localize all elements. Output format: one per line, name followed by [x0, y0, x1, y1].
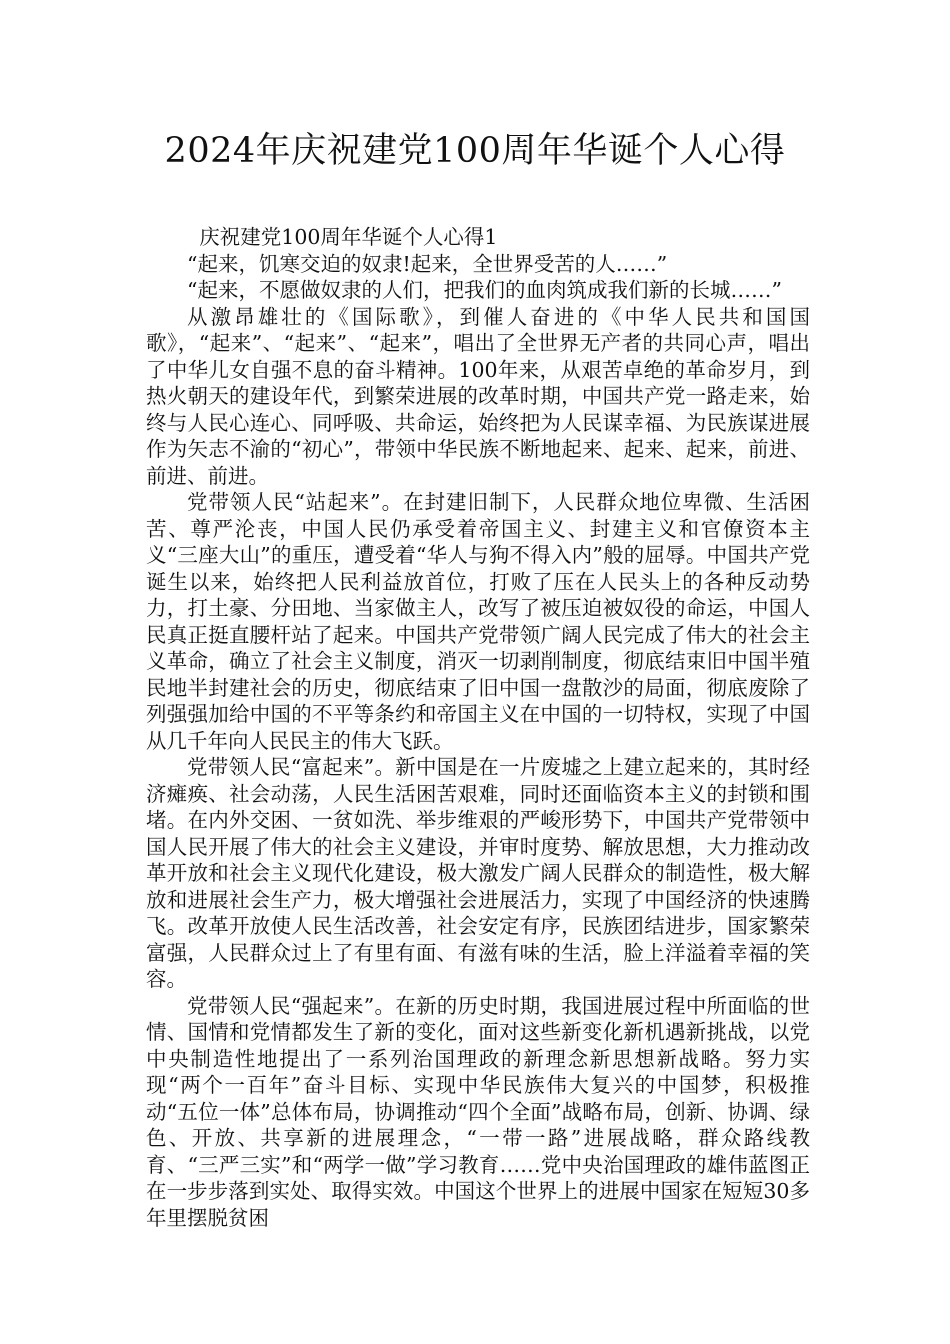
paragraph-get-rich: 党带领人民“富起来”。新中国是在一片废墟之上建立起来的，其时经济瘫痪、社会动荡，人民生活困苦艰难，同时还面临资本主义的封锁和围堵。在内外交困、一贫如洗、举步维艰的严峻形势下，中国共产党带领中国人民开展了伟大的社会主义建设，并审时度势、解放思想，大力推动改革开放和社会主义现代化建设，极大激发广阔人民群众的制造性，极大解放和进展社会生产力，极大增强社会进展活力，实现了中国经济的快速腾飞。改革开放使人民生活改善，社会安定有序，民族团结进步，国家繁荣富强，人民群众过上了有里有面、有滋有味的生活，脸上洋溢着幸福的笑容。: [146, 755, 810, 991]
document-title: 2024年庆祝建党100周年华诞个人心得: [164, 131, 786, 171]
paragraph-grow-strong: 党带领人民“强起来”。在新的历史时期，我国进展过程中所面临的世情、国情和党情都发生了新的变化，面对这些新变化新机遇新挑战，以党中央制造性地提出了一系列治国理政的新理念新思想新战略。努力实现“两个一百年”奋斗目标、实现中华民族伟大复兴的中国梦，积极推动“五位一体”总体布局，协调推动“四个全面”战略布局，创新、协调、绿色、开放、共享新的进展理念，“一带一路”进展战略，群众路线教育、“三严三实”和“两学一做”学习教育……党中央治国理政的雄伟蓝图正在一步步落到实处、取得实效。中国这个世界上的进展中国家在短短30多年里摆脱贫困: [146, 993, 810, 1230]
paragraph-intro: 从激昂雄壮的《国际歌》，到催人奋进的《中华人民共和国国歌》，“起来”、“起来”、“起来”，唱出了全世界无产者的共同心声，唱出了中华儿女自强不息的奋斗精神。100年来，从艰苦卓绝的革命岁月，到热火朝天的建设年代，到繁荣进展的改革时期，中国共产党一路走来，始终与人民心连心、同呼吸、共命运，始终把为人民谋幸福、为民族谋进展作为矢志不渝的“初心”，带领中华民族不断地起来、起来、起来，前进、前进、前进。: [146, 304, 810, 488]
document-body: [146, 224, 810, 1231]
paragraph-stand-up: 党带领人民“站起来”。在封建旧制下，人民群众地位卑微、生活困苦、尊严沦丧，中国人民仍承受着帝国主义、封建主义和官僚资本主义“三座大山”的重压，遭受着“华人与狗不得入内”般的屈辱。中国共产党诞生以来，始终把人民利益放首位，打败了压在人民头上的各种反动势力，打土豪、分田地、当家做主人，改写了被压迫被奴役的命运，中国人民真正挺直腰杆站了起来。中国共产党带领广阔人民完成了伟大的社会主义革命，确立了社会主义制度，消灭一切剥削制度，彻底结束旧中国半殖民地半封建社会的历史，彻底结束了旧中国一盘散沙的局面，彻底废除了列强强加给中国的不平等条约和帝国主义在中国的一切特权，实现了中国从几千年向人民民主的伟大飞跃。: [146, 490, 810, 753]
paragraph-quote-2: “起来，不愿做奴隶的人们，把我们的血肉筑成我们新的长城……”: [187, 278, 782, 302]
subheading: 庆祝建党100周年华诞个人心得1: [199, 225, 498, 249]
paragraph-quote-1: “起来，饥寒交迫的奴隶!起来，全世界受苦的人……”: [187, 251, 668, 276]
